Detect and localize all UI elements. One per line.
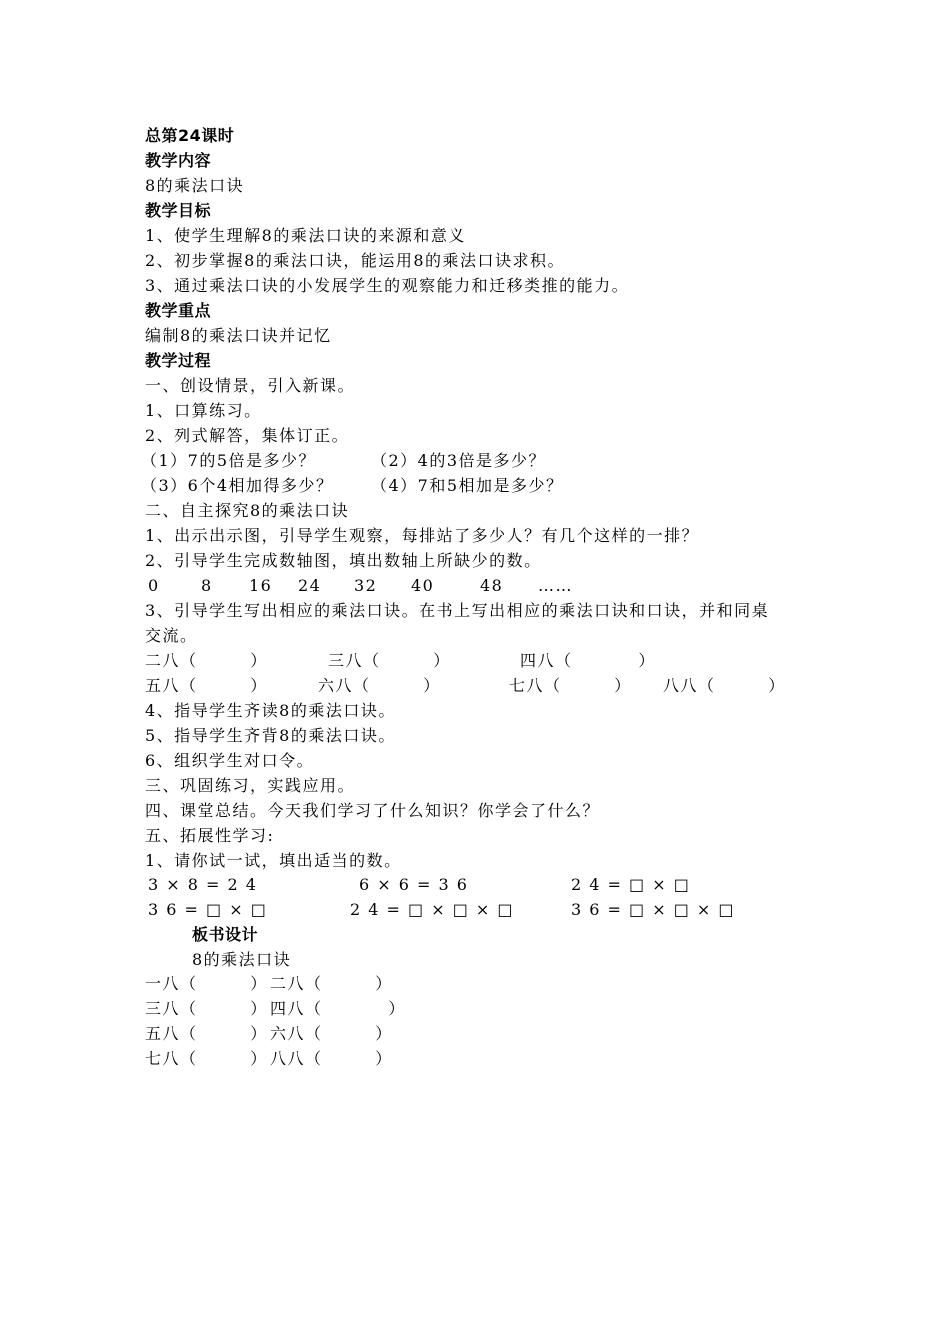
number-line-value: 16 [249,576,273,595]
part2-step6: 6、组织学生对口令。 [145,751,315,770]
content-text: 8的乘法口诀 [145,176,245,195]
part2-step5: 5、指导学生齐背8的乘法口诀。 [145,726,396,745]
equation-row-2 [145,898,845,922]
part2-title: 二、自主探究8的乘法口诀 [145,501,350,520]
fill-item: 七八（ ） [509,676,632,695]
part5-title: 五、拓展性学习: [145,826,275,845]
number-line-value: 0 [148,576,160,595]
part5-step1: 1、请你试一试，填出适当的数。 [145,851,402,870]
board-item: 三八（ ） [145,999,268,1018]
key-heading: 教学重点 [145,301,212,320]
board-item: 八八（ ） [270,1049,393,1068]
number-line [145,574,845,598]
equation: 3 × 8 = 2 4 [148,875,258,894]
part1-step2: 2、列式解答，集体订正。 [145,426,350,445]
part1-title: 一、创设情景，引入新课。 [145,376,356,395]
lesson-title: 总第24课时 [145,126,235,145]
key-text: 编制8的乘法口诀并记忆 [145,326,332,345]
fill-item: 八八（ ） [663,676,786,695]
board-item: 四八（ ） [270,999,406,1018]
equation: 3 6 = □ × □ × □ [571,900,736,919]
part2-step1: 1、出示出示图，引导学生观察，每排站了多少人？有几个这样的一排？ [145,526,700,545]
fill-item: 二八（ ） [145,651,268,670]
number-line-value: 24 [298,576,322,595]
board-heading: 板书设计 [192,925,259,944]
fill-item: 四八（ ） [520,651,656,670]
question-row-2 [141,474,845,498]
part2-step3-cont: 交流。 [145,626,198,645]
part2-step3: 3、引导学生写出相应的乘法口诀。在书上写出相应的乘法口诀和口诀，并和同桌 [145,601,770,620]
part1-step1: 1、口算练习。 [145,401,262,420]
fill-item: 六八（ ） [318,676,441,695]
equation: 2 4 = □ × □ [571,875,691,894]
board-item: 五八（ ） [145,1024,268,1043]
question-3: （3）6个4相加得多少？ [141,476,334,495]
part2-step4: 4、指导学生齐读8的乘法口诀。 [145,701,396,720]
number-line-ellipsis: …… [538,576,573,595]
board-row [145,1047,545,1071]
part2-step2: 2、引导学生完成数轴图，填出数轴上所缺少的数。 [145,551,542,570]
objective-item: 1、使学生理解8的乘法口诀的来源和意义 [145,226,466,245]
board-row [145,972,545,996]
part3-title: 三、巩固练习，实践应用。 [145,776,356,795]
equation: 2 4 = □ × □ × □ [350,900,515,919]
number-line-value: 40 [411,576,435,595]
question-2: （2）4的3倍是多少？ [371,451,547,470]
objective-item: 3、通过乘法口诀的小发展学生的观察能力和迁移类推的能力。 [145,276,630,295]
equation: 6 × 6 = 3 6 [359,875,469,894]
process-heading: 教学过程 [145,351,212,370]
board-item: 六八（ ） [270,1024,393,1043]
question-1: （1）7的5倍是多少？ [141,451,317,470]
number-line-value: 8 [201,576,213,595]
fill-row-1 [145,649,845,673]
fill-row-2 [145,674,845,698]
number-line-value: 32 [354,576,378,595]
fill-item: 三八（ ） [328,651,451,670]
objective-item: 2、初步掌握8的乘法口诀，能运用8的乘法口诀求积。 [145,251,566,270]
board-row [145,997,545,1021]
number-line-value: 48 [480,576,504,595]
board-item: 二八（ ） [270,974,393,993]
objectives-heading: 教学目标 [145,201,212,220]
board-item: 七八（ ） [145,1049,268,1068]
fill-item: 五八（ ） [145,676,268,695]
part4-title: 四、课堂总结。今天我们学习了什么知识？你学会了什么？ [145,801,601,820]
board-item: 一八（ ） [145,974,268,993]
content-heading: 教学内容 [145,151,212,170]
question-row-1 [141,449,845,473]
question-4: （4）7和5相加是多少？ [371,476,564,495]
board-row [145,1022,545,1046]
equation: 3 6 = □ × □ [148,900,268,919]
equation-row-1 [145,873,845,897]
board-title: 8的乘法口诀 [192,950,292,969]
